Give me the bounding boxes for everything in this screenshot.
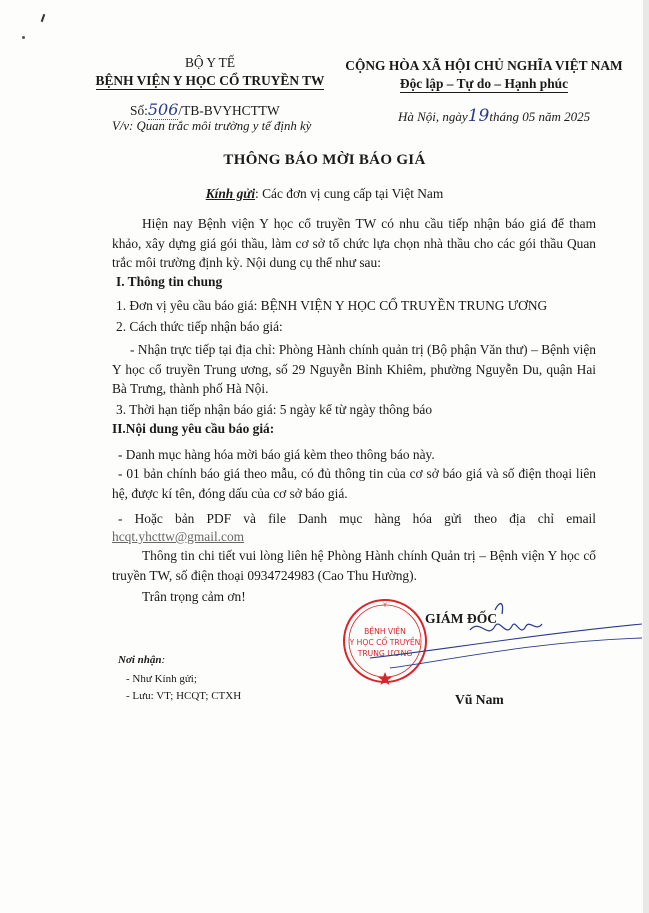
section-1-item-2-detail: - Nhận trực tiếp tại địa chỉ: Phòng Hành chính quản trị (Bộ phận Văn thư) – Bệnh viện Y học cổ truyền Trung ương, số 29 Nguyễn Bỉnh Khiêm, phường Nguyễn Du, quận Hai Bà Trưng, thành phố Hà Nội.: [112, 342, 596, 396]
hospital-name: BỆNH VIỆN Y HỌC CỔ TRUYỀN TW: [95, 73, 325, 88]
recipients-list: [126, 671, 241, 705]
country-name: CỘNG HÒA XÃ HỘI CHỦ NGHĨA VIỆT NAM: [345, 58, 623, 73]
handwritten-signature: [330, 580, 645, 690]
document-title: THÔNG BÁO MỜI BÁO GIÁ: [223, 152, 426, 168]
ministry-name: BỘ Y TẾ: [184, 55, 236, 70]
section-2-bullet-1: - Danh mục hàng hóa mời báo giá kèm theo thông báo này.: [118, 447, 435, 462]
section-1-heading: I. Thông tin chung: [116, 274, 223, 289]
issue-date: Hà Nội, ngày19tháng 05 năm 2025: [398, 106, 591, 126]
section-1-item-2: 2. Cách thức tiếp nhận báo giá:: [116, 319, 283, 334]
section-1-item-3: 3. Thời hạn tiếp nhận báo giá: 5 ngày kể từ ngày thông báo: [116, 402, 433, 417]
section-2-bullet-3: - Hoặc bản PDF và file Danh mục hàng hóa gửi theo địa chỉ email: [118, 511, 596, 526]
recipient-item: - Lưu: VT; HCQT; CTXH: [126, 690, 242, 702]
signer-name: Vũ Nam: [455, 692, 504, 707]
recipient-item: - Như Kính gửi;: [126, 673, 197, 685]
handwritten-number: 506: [147, 100, 179, 119]
svg-text:Y: Y: [383, 602, 387, 609]
scan-speck: [41, 14, 46, 22]
subject-line: V/v: Quan trắc môi trường y tế định kỳ: [112, 119, 312, 133]
recipients-label: Nơi nhận:: [118, 654, 166, 666]
stamp-text: BỆNH VIỆN Y HỌC CỔ TRUYỀN TRUNG ƯƠNG: [349, 627, 421, 658]
motto: Độc lập – Tự do – Hạnh phúc: [399, 76, 569, 91]
contact-email[interactable]: hcqt.yhcttw@gmail.com: [112, 529, 245, 544]
greeting: Kính gửi: Các đơn vị cung cấp tại Việt Nam: [205, 186, 444, 201]
section-2-heading: II.Nội dung yêu cầu báo giá:: [112, 421, 275, 436]
scan-speck: [22, 36, 25, 39]
handwritten-day: 19: [467, 106, 490, 126]
document-number: Số:506/TB-BVYHCTTW: [130, 100, 280, 119]
scan-edge: [643, 0, 649, 913]
signer-role: GIÁM ĐỐC: [425, 611, 498, 626]
contact-paragraph: Thông tin chi tiết vui lòng liên hệ Phòng Hành chính Quản trị – Bệnh viện Y học cổ truyền TW, số điện thoại 0934724983 (Cao Thu Hường).: [112, 548, 596, 583]
closing-line: Trân trọng cảm ơn!: [142, 589, 246, 604]
intro-paragraph: Hiện nay Bệnh viện Y học cổ truyền TW có nhu cầu tiếp nhận báo giá để tham khảo, xây dựng giá gói thầu, làm cơ sở tổ chức lựa chọn nhà thầu cho các gói thầu Quan trắc môi trường định kỳ. Nội dung cụ thể như sau:: [112, 216, 596, 270]
section-2-bullet-2: - 01 bản chính báo giá theo mẫu, có đủ thông tin của cơ sở báo giá và số điện thoại liên hệ, được kí tên, đóng dấu của cơ sở báo giá.: [112, 466, 596, 501]
section-1-item-1: 1. Đơn vị yêu cầu báo giá: BỆNH VIỆN Y HỌC CỔ TRUYỀN TRUNG ƯƠNG: [116, 298, 548, 313]
